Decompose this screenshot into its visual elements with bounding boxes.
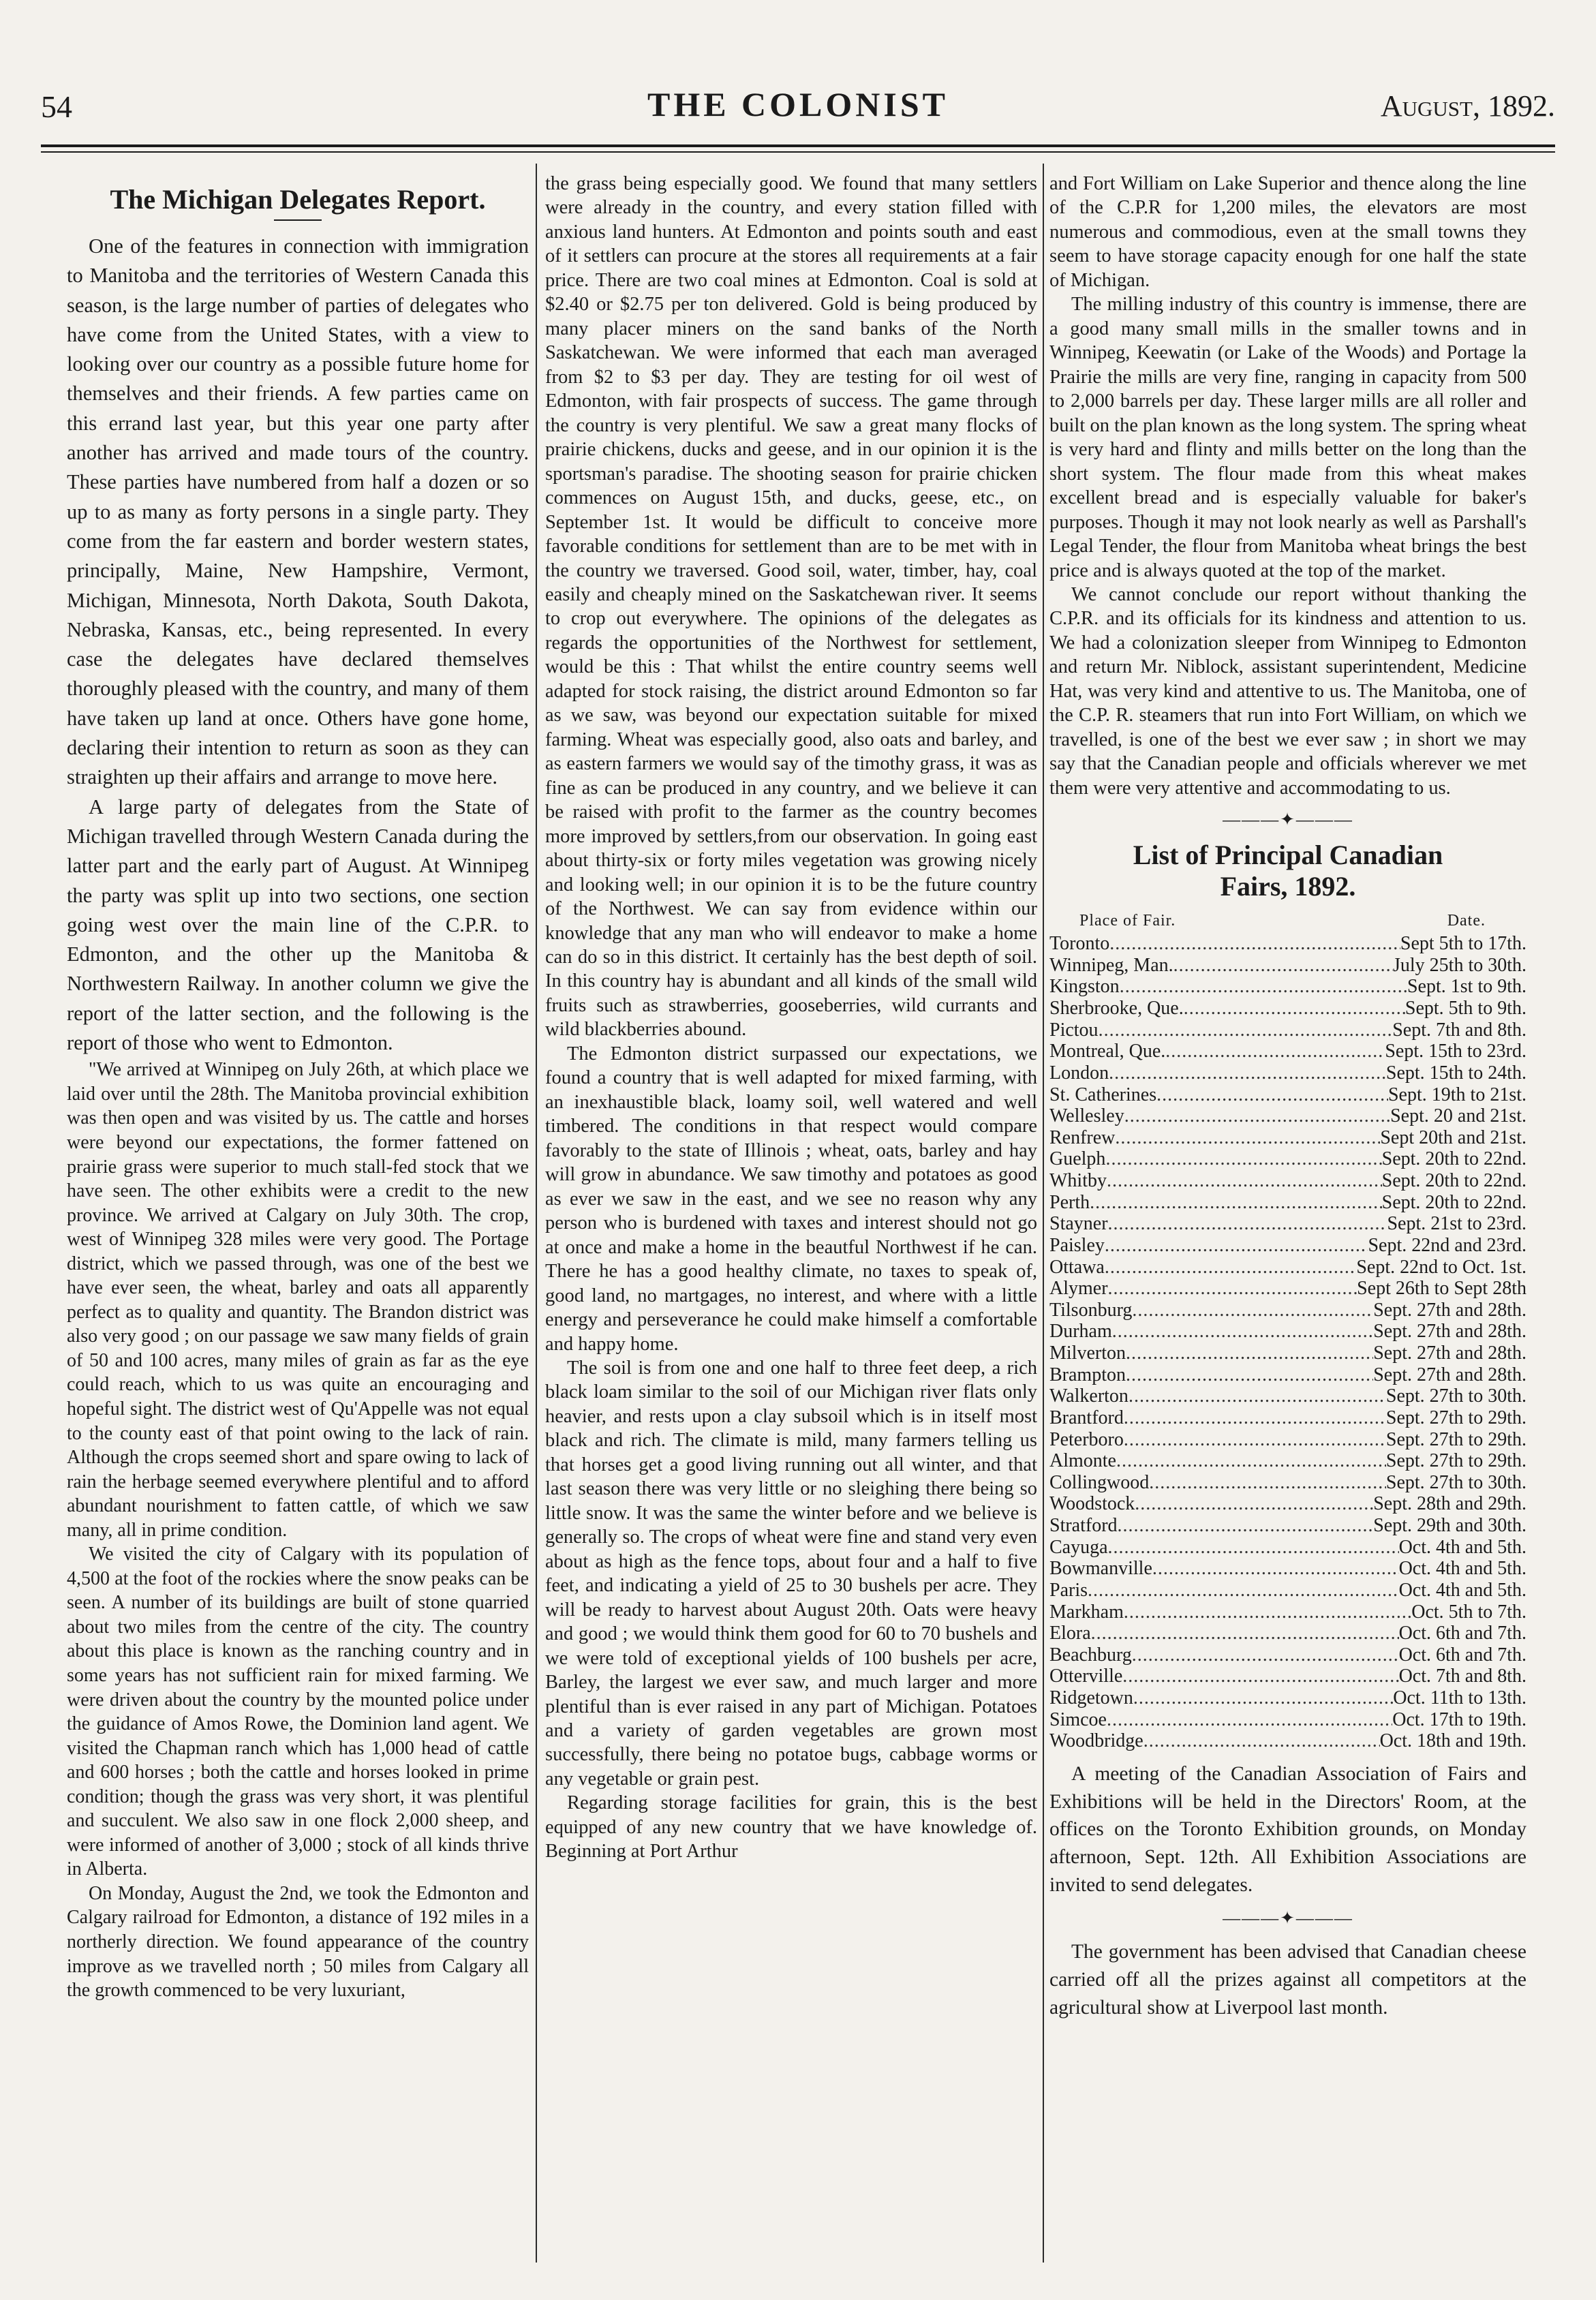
fair-place: Brantford — [1049, 1407, 1124, 1428]
fair-place: Paris — [1049, 1579, 1088, 1601]
fairs-heading-line: List of Principal Canadian — [1133, 840, 1443, 871]
fair-row — [1049, 1407, 1526, 1429]
leader-dots — [1115, 1127, 1380, 1149]
fair-row — [1049, 1450, 1526, 1472]
fair-place: Markham — [1049, 1601, 1124, 1623]
leader-dots — [1091, 1623, 1399, 1644]
fair-place: Stratford — [1049, 1515, 1118, 1537]
fair-date: July 25th to 30th. — [1392, 954, 1526, 976]
article-paragraph: "We arrived at Winnipeg on July 26th, at which place we laid over until the 28th. The Manitoba provincial exhibition was then open and was visited by us. The cattle and horses were beyond our expectations, the former fattened on prairie grass were superior to much stall-fed stock that we have seen. The other exhibits were a credit to the new province. We arrived at Calgary on July 30th. The crop, west of Winnipeg 328 miles were very good. The Portage district, which we passed through, was one of the best we have ever seen, the wheat, barley and oats all apparently perfect as to quality and quantity. The Brandon district was also very good ; on our passage we saw many fields of grain of 50 and 100 acres, many miles of grain as far as the eye could reach, which to us was quite an encouraging and hopeful sight. The district west of Qu'Appelle was not equal to the county east of that point owing to the lack of rain. Although the crops seemed short and spare owing to lack of rain the herbage seemed everywhere plentiful and to afford abundant nourishment to fatten cattle, of which we saw many, all in prime condition. — [67, 1059, 529, 1541]
leader-dots — [1105, 1257, 1356, 1278]
fair-place: Ottawa — [1049, 1256, 1105, 1278]
fair-date: Sept. 27th to 29th. — [1385, 1428, 1526, 1450]
fair-row — [1049, 976, 1526, 998]
fair-row — [1049, 1192, 1526, 1214]
fairs-table-header — [1079, 912, 1486, 930]
column-header-place: Place of Fair. — [1079, 912, 1176, 930]
fair-place: Beachburg — [1049, 1644, 1132, 1666]
leader-dots — [1118, 1515, 1374, 1537]
leader-dots — [1108, 1213, 1387, 1235]
fair-place: Collingwood — [1049, 1471, 1150, 1493]
fair-row — [1049, 1472, 1526, 1494]
fair-date: Oct. 6th and 7th. — [1398, 1623, 1526, 1644]
fair-date: Oct. 6th and 7th. — [1398, 1644, 1526, 1666]
fair-row — [1049, 1084, 1526, 1106]
leader-dots — [1129, 1385, 1386, 1407]
fair-date: Sept. 27th and 28th. — [1373, 1321, 1526, 1343]
fair-date: Sept. 20th to 22nd. — [1381, 1148, 1526, 1170]
fair-row — [1049, 1300, 1526, 1321]
fair-place: Toronto — [1049, 933, 1110, 955]
leader-dots — [1112, 1321, 1373, 1343]
fair-row — [1049, 1537, 1526, 1559]
article-paragraph: The milling industry of this country is immense, there are a good many small mills in the smaller towns and in Winnipeg, Keewatin (or Lake of the Woods) and Portage la Prairie the mills are very fine, ranging in capacity from 500 to 2,000 barrels per day. These larger mills are all roller and built on the plan known as the long system. The spring wheat is very hard and flinty and mills better on the long than the short system. The flour made from this wheat makes excellent bread and is especially valuable for baker's purposes. Though it may not look nearly as well as Parshall's Legal Tender, the flour from Manitoba wheat brings the best price and is always quoted at the top of the market. — [1049, 294, 1526, 581]
article-column-2 — [545, 172, 1037, 2257]
fair-row — [1049, 1644, 1526, 1666]
leader-dots — [1120, 976, 1407, 998]
fair-date: Oct. 4th and 5th. — [1398, 1558, 1526, 1580]
fair-row — [1049, 933, 1526, 955]
fair-place: Milverton — [1049, 1343, 1126, 1364]
fair-date: Sept. 27th to 30th. — [1385, 1471, 1526, 1493]
fair-place: Sherbrooke, Que. — [1049, 998, 1184, 1019]
fair-row — [1049, 1623, 1526, 1644]
section-ornament: ———✦——— — [1223, 1908, 1353, 1929]
fair-date: Oct. 18th and 19th. — [1379, 1730, 1526, 1752]
leader-dots — [1099, 1019, 1393, 1041]
article-paragraph: The soil is from one and one half to three feet deep, a rich black loam similar to the soil of our Michigan river flats only heavier, and rests upon a clay subsoil which is in itself most black and rich. The climate is mild, many farmers telling us that horses get a good living running out all winter, and that last season there was very little or no sleighing there being so little snow. It was the same the winter before and we believe is generally so. The crops of wheat were fine and stand very even about as high as the fence tops, about four and a half to five feet, and indicating a yield of 25 to 30 bushels per acre. They will be ready to harvest about August 20th. Oats were heavy and good ; we would think them good for 60 to 70 bushels and we were told of exceptional yields of 100 bushels per acre, Barley, the largest we ever saw, and much larger and more plentiful than is ever raised in any part of Michigan. Potatoes and a variety of garden vegetables are grown most successfully, there being no potatoe bugs, cabbage worms or any vegetable or grain pest. — [545, 1357, 1037, 1790]
page-header — [41, 80, 1555, 149]
fair-date: Sept. 29th and 30th. — [1373, 1515, 1526, 1537]
article-paragraph: One of the features in connection with immigration to Manitoba and the territories of Western Canada this season, is the large number of parties of delegates who have come from the United States, with a view to looking over our country as a possible future home for themselves and their friends. A few parties came on this errand last year, but this year one party after another has arrived and made tours of the country. These parties have numbered from half a dozen or so up to as many as forty persons in a single party. They come from the far eastern and border western states, principally, Maine, New Hampshire, Vermont, Michigan, Minnesota, North Dakota, South Dakota, Nebraska, Kansas, etc., being represented. In every case the delegates have declared themselves thoroughly pleased with the country, and many of them have taken up land at once. Others have gone home, declaring their intention to return as soon as they can straighten up their affairs and arrange to move here. — [67, 234, 529, 789]
fair-date: Sept. 22nd and 23rd. — [1368, 1234, 1526, 1256]
fair-row — [1049, 1429, 1526, 1451]
fair-date: Sept 20th and 21st. — [1380, 1126, 1526, 1148]
fair-row — [1049, 1709, 1526, 1731]
fair-place: Renfrew — [1049, 1126, 1116, 1148]
fair-place: Bowmanville — [1049, 1558, 1152, 1580]
fair-date: Oct. 7th and 8th. — [1398, 1666, 1526, 1687]
leader-dots — [1107, 1170, 1382, 1192]
meeting-notice: A meeting of the Canadian Association of Fairs and Exhibitions will be held in the Directors' Room, at the offices on the Toronto Exhibition grounds, on Monday afternoon, Sept. 12th. All Exhibition Associations are invited to send delegates. — [1049, 1762, 1526, 1896]
leader-dots — [1108, 1537, 1399, 1559]
fair-date: Sept. 27th to 30th. — [1385, 1385, 1526, 1407]
column-divider — [536, 164, 537, 2263]
fair-row — [1049, 1601, 1526, 1623]
leader-dots — [1149, 1472, 1386, 1494]
fair-date: Sept. 27th and 28th. — [1373, 1364, 1526, 1385]
article-paragraph: The Edmonton district surpassed our expectations, we found a country that is well adapted for mixed farming, with an inexhaustible black, loamy soil, well watered and well timbered. The conditions in that respect would compare favorably to the state of Illinois ; wheat, oats, barley and hay will grow in abundance. We saw timothy and potatoes as good as ever we saw in the east, and we see no reason why any person who is burdened with taxes and interest should not go at once and make a home in the beautful Northwest if he can. There he has a good healthy climate, no taxes to speak of, good land, no martgages, no interest, and where with a little energy and perseverance he could make himself a comfortable and happy home. — [545, 1043, 1037, 1355]
article-paragraph: the grass being especially good. We found that many settlers were already in the country, and every station filled with anxious land hunters. At Edmonton and points south and east of it settlers can procure at the stores all requirements at a fair price. There are two coal mines at Edmonton. Coal is sold at $2.40 or $2.75 per ton delivered. Gold is being produced by many placer miners on the sand banks of the North Saskatchewan. We were informed that each man averaged from $2 to $3 per day. They are testing for oil west of Edmonton, with fair prospects of success. The game through the country is very plentiful. We saw a great many flocks of prairie chickens, ducks and geese, and in our opinion it is the sportsman's paradise. The shooting season for prairie chicken commences on August 15th, and ducks, geese, etc., on September 1st. It would be difficult to conceive more favorable conditions for settlement than are to be met with in the country we traversed. Good soil, water, timber, hay, coal easily and cheaply mined on the Saskatchewan river. It seems to crop out everywhere. The opinions of the delegates as regards the opportunities of the Northwest for settlement, would be this : That whilst the entire country seems well adapted for stock raising, the district around Edmonton so far as we saw, was beyond our expectation suitable for mixed farming. Wheat was especially good, also oats and barley, and as eastern farmers we would say of the timothy grass, it was as fine as can be produced in any country, and we believe it can be raised with profit to the farmer as the country becomes more improved by settlers,from our observation. In going east about thirty-six or forty miles vegetation was growing nicely and looking well; in our opinion it is to be the future country of the Northwest. We can say from evidence within our knowledge that any man who will endeavor to make a home can do so in this district. It certainly has the best depth of soil. In this country hay is abundant and all kinds of the small wild fruits such as strawberries, gooseberries, wild currants and wild blackberries abound. — [545, 173, 1037, 1041]
fair-date: Sept. 7th and 8th. — [1392, 1019, 1526, 1041]
fair-row — [1049, 1127, 1526, 1149]
leader-dots — [1105, 1235, 1368, 1257]
page-number: 54 — [41, 89, 72, 124]
article-paragraph: A large party of delegates from the State of Michigan travelled through Western Canada during the latter part and the early part of August. At Winnipeg the party was split up into two sections, one section going west over the main line of the C.P.R. to Edmonton, and the other up the Manitoba & Northwestern Railway. In another column we give the report of the latter section, and the following is the report of those who went to Edmonton. — [67, 795, 529, 1055]
fair-row — [1049, 1558, 1526, 1580]
fair-date: Sept. 27th to 29th. — [1385, 1450, 1526, 1472]
leader-dots — [1124, 1105, 1390, 1127]
fair-place: Ridgetown — [1049, 1687, 1133, 1709]
leader-dots — [1133, 1687, 1393, 1709]
header-rule-thick — [41, 144, 1555, 147]
fair-row — [1049, 1666, 1526, 1687]
fair-place: Tilsonburg — [1049, 1299, 1133, 1321]
fair-row — [1049, 1170, 1526, 1192]
leader-dots — [1107, 1709, 1392, 1731]
leader-dots — [1088, 1580, 1399, 1601]
fair-date: Sept. 15th to 23rd. — [1385, 1041, 1526, 1062]
fair-row — [1049, 1235, 1526, 1257]
fair-place: Walkerton — [1049, 1385, 1129, 1407]
fair-place: Almonte — [1049, 1450, 1116, 1472]
leader-dots — [1156, 1084, 1388, 1106]
leader-dots — [1126, 1364, 1373, 1386]
article-paragraph: We visited the city of Calgary with its population of 4,500 at the foot of the rockies where the snow peaks can be seen. A number of its buildings are built of stone quarried about two miles from the centre of the city. The country about this place is known as the ranching country and in some years has not sufficient rain for mixed farming. We were driven about the country by the mounted police under the guidance of Amos Rowe, the Dominion land agent. We visited the Chapman ranch which has 1,000 head of cattle and 600 horses ; both the cattle and horses looked in prime condition; though the grass was very short, it was plentiful and succulent. We also saw in one flock 2,000 sheep, and were informed of another of 3,000 ; stock of all kinds thrive in Alberta. — [67, 1544, 529, 1880]
fair-date: Sept. 5th to 9th. — [1405, 998, 1526, 1019]
fair-place: Otterville — [1049, 1666, 1123, 1687]
fair-row — [1049, 1493, 1526, 1515]
column-header-date: Date. — [1447, 912, 1486, 930]
leader-dots — [1132, 1300, 1373, 1321]
fair-date: Sept 5th to 17th. — [1400, 933, 1526, 955]
fairs-heading — [1049, 840, 1526, 902]
fair-place: Peterboro — [1049, 1428, 1124, 1450]
fair-date: Sept. 27th and 28th. — [1373, 1299, 1526, 1321]
fair-date: Sept. 19th to 21st. — [1387, 1084, 1526, 1105]
fair-place: Guelph — [1049, 1148, 1106, 1170]
fair-place: Simcoe — [1049, 1708, 1107, 1730]
leader-dots — [1105, 1148, 1381, 1170]
leader-dots — [1165, 1041, 1385, 1062]
article-paragraph: We cannot conclude our report without thanking the C.P.R. and its officials for its kindness and attention to us. We had a colonization sleeper from Winnipeg to Edmonton and return Mr. Niblock, assistant superintendent, Medicine Hat, was very kind and attentive to us. The Manitoba, one of the C.P. R. steamers that run into Fort William, on which we travelled, is one of the best we ever saw ; in short we may say that the Canadian people and officials wherever we met them were very attentive and accommodating to us. — [1049, 583, 1526, 799]
fair-place: St. Catherines — [1049, 1084, 1157, 1105]
fair-row — [1049, 1385, 1526, 1407]
fair-place: Stayner — [1049, 1213, 1108, 1235]
issue-date: August, 1892. — [1380, 89, 1555, 123]
article-column-3 — [1049, 172, 1526, 2257]
article-paragraph: and Fort William on Lake Superior and thence along the line of the C.P.R for 1,200 miles, the elevators are most numerous and commodious, even at the small towns they seem to have storage capacity enough for one half the state of Michigan. — [1049, 173, 1526, 291]
fair-place: Pictou — [1049, 1019, 1099, 1041]
fair-row — [1049, 1278, 1526, 1300]
leader-dots — [1108, 1278, 1357, 1300]
fair-place: Whitby — [1049, 1170, 1107, 1192]
fair-place: Kingston — [1049, 976, 1120, 998]
leader-dots — [1124, 1407, 1386, 1429]
fair-row — [1049, 1148, 1526, 1170]
fair-row — [1049, 1343, 1526, 1364]
fair-date: Oct. 4th and 5th. — [1398, 1536, 1526, 1558]
leader-dots — [1132, 1644, 1399, 1666]
fair-place: Woodbridge — [1049, 1730, 1144, 1752]
leader-dots — [1116, 1450, 1386, 1472]
fair-date: Sept. 1st to 9th. — [1407, 976, 1526, 998]
fair-place: Cayuga — [1049, 1536, 1108, 1558]
fair-date: Sept. 28th and 29th. — [1373, 1493, 1526, 1515]
fair-row — [1049, 1213, 1526, 1235]
fair-date: Sept 26th to Sept 28th — [1357, 1278, 1526, 1300]
leader-dots — [1144, 1730, 1380, 1752]
fair-place: Alymer — [1049, 1278, 1108, 1300]
leader-dots — [1184, 998, 1405, 1019]
masthead-title: THE COLONIST — [647, 85, 949, 123]
fair-row — [1049, 1257, 1526, 1278]
fair-place: Winnipeg, Man. — [1049, 954, 1173, 976]
fair-row — [1049, 955, 1526, 977]
fair-row — [1049, 1019, 1526, 1041]
fair-place: Wellesley — [1049, 1105, 1124, 1127]
article-heading: The Michigan Delegates Report. — [110, 184, 486, 215]
section-ornament: ———✦——— — [1223, 810, 1353, 830]
article-paragraph: On Monday, August the 2nd, we took the Edmonton and Calgary railroad for Edmonton, a distance of 192 miles in a northerly direction. We found appearance of the country improve as we travelled north ; 50 miles from Calgary all the growth commenced to be very luxuriant, — [67, 1882, 529, 2002]
fair-place: Brampton — [1049, 1364, 1126, 1385]
cheese-notice: The government has been advised that Canadian cheese carried off all the prizes against all competitors at the agricultural show at Liverpool last month. — [1049, 1941, 1526, 2019]
fair-date: Sept. 20 and 21st. — [1390, 1105, 1526, 1127]
fair-date: Oct. 11th to 13th. — [1393, 1687, 1526, 1709]
fair-date: Sept. 22nd to Oct. 1st. — [1356, 1256, 1526, 1278]
leader-dots — [1109, 1062, 1386, 1084]
fair-row — [1049, 998, 1526, 1019]
leader-dots — [1135, 1493, 1373, 1515]
fair-row — [1049, 1580, 1526, 1601]
fair-date: Oct. 5th to 7th. — [1411, 1601, 1526, 1623]
fair-date: Sept. 21st to 23rd. — [1387, 1213, 1526, 1235]
fair-place: Elora — [1049, 1623, 1091, 1644]
article-paragraph: Regarding storage facilities for grain, this is the best equipped of any new country that we have knowledge of. Beginning at Port Arthur — [545, 1792, 1037, 1862]
fair-date: Sept. 27th and 28th. — [1373, 1343, 1526, 1364]
leader-dots — [1152, 1558, 1399, 1580]
leader-dots — [1124, 1429, 1386, 1451]
fair-date: Oct. 17th to 19th. — [1392, 1708, 1526, 1730]
header-rule-thin — [41, 151, 1555, 153]
fair-row — [1049, 1041, 1526, 1062]
fair-place: Paisley — [1049, 1234, 1105, 1256]
fair-date: Sept. 20th to 22nd. — [1381, 1170, 1526, 1192]
fair-date: Sept. 20th to 22nd. — [1381, 1191, 1526, 1213]
fair-date: Oct. 4th and 5th. — [1398, 1579, 1526, 1601]
fairs-list — [1049, 933, 1526, 1752]
fair-row — [1049, 1105, 1526, 1127]
leader-dots — [1090, 1192, 1382, 1214]
leader-dots — [1122, 1666, 1398, 1687]
fair-row — [1049, 1062, 1526, 1084]
fair-row — [1049, 1321, 1526, 1343]
leader-dots — [1124, 1601, 1411, 1623]
fair-place: Woodstock — [1049, 1493, 1135, 1515]
fair-row — [1049, 1515, 1526, 1537]
fair-date: Sept. 15th to 24th. — [1385, 1062, 1526, 1084]
fair-row — [1049, 1730, 1526, 1752]
heading-rule — [274, 219, 322, 221]
column-divider — [1043, 164, 1044, 2263]
fair-place: Perth — [1049, 1191, 1090, 1213]
fair-date: Sept. 27th to 29th. — [1385, 1407, 1526, 1428]
fair-row — [1049, 1687, 1526, 1709]
fair-place: Montreal, Que. — [1049, 1041, 1166, 1062]
leader-dots — [1126, 1343, 1373, 1364]
fair-row — [1049, 1364, 1526, 1386]
article-column-1 — [67, 172, 529, 2257]
fairs-heading-line: Fairs, 1892. — [1220, 871, 1356, 902]
fair-place: Durham — [1049, 1321, 1112, 1343]
leader-dots — [1109, 933, 1400, 955]
leader-dots — [1173, 955, 1393, 977]
fair-place: London — [1049, 1062, 1109, 1084]
